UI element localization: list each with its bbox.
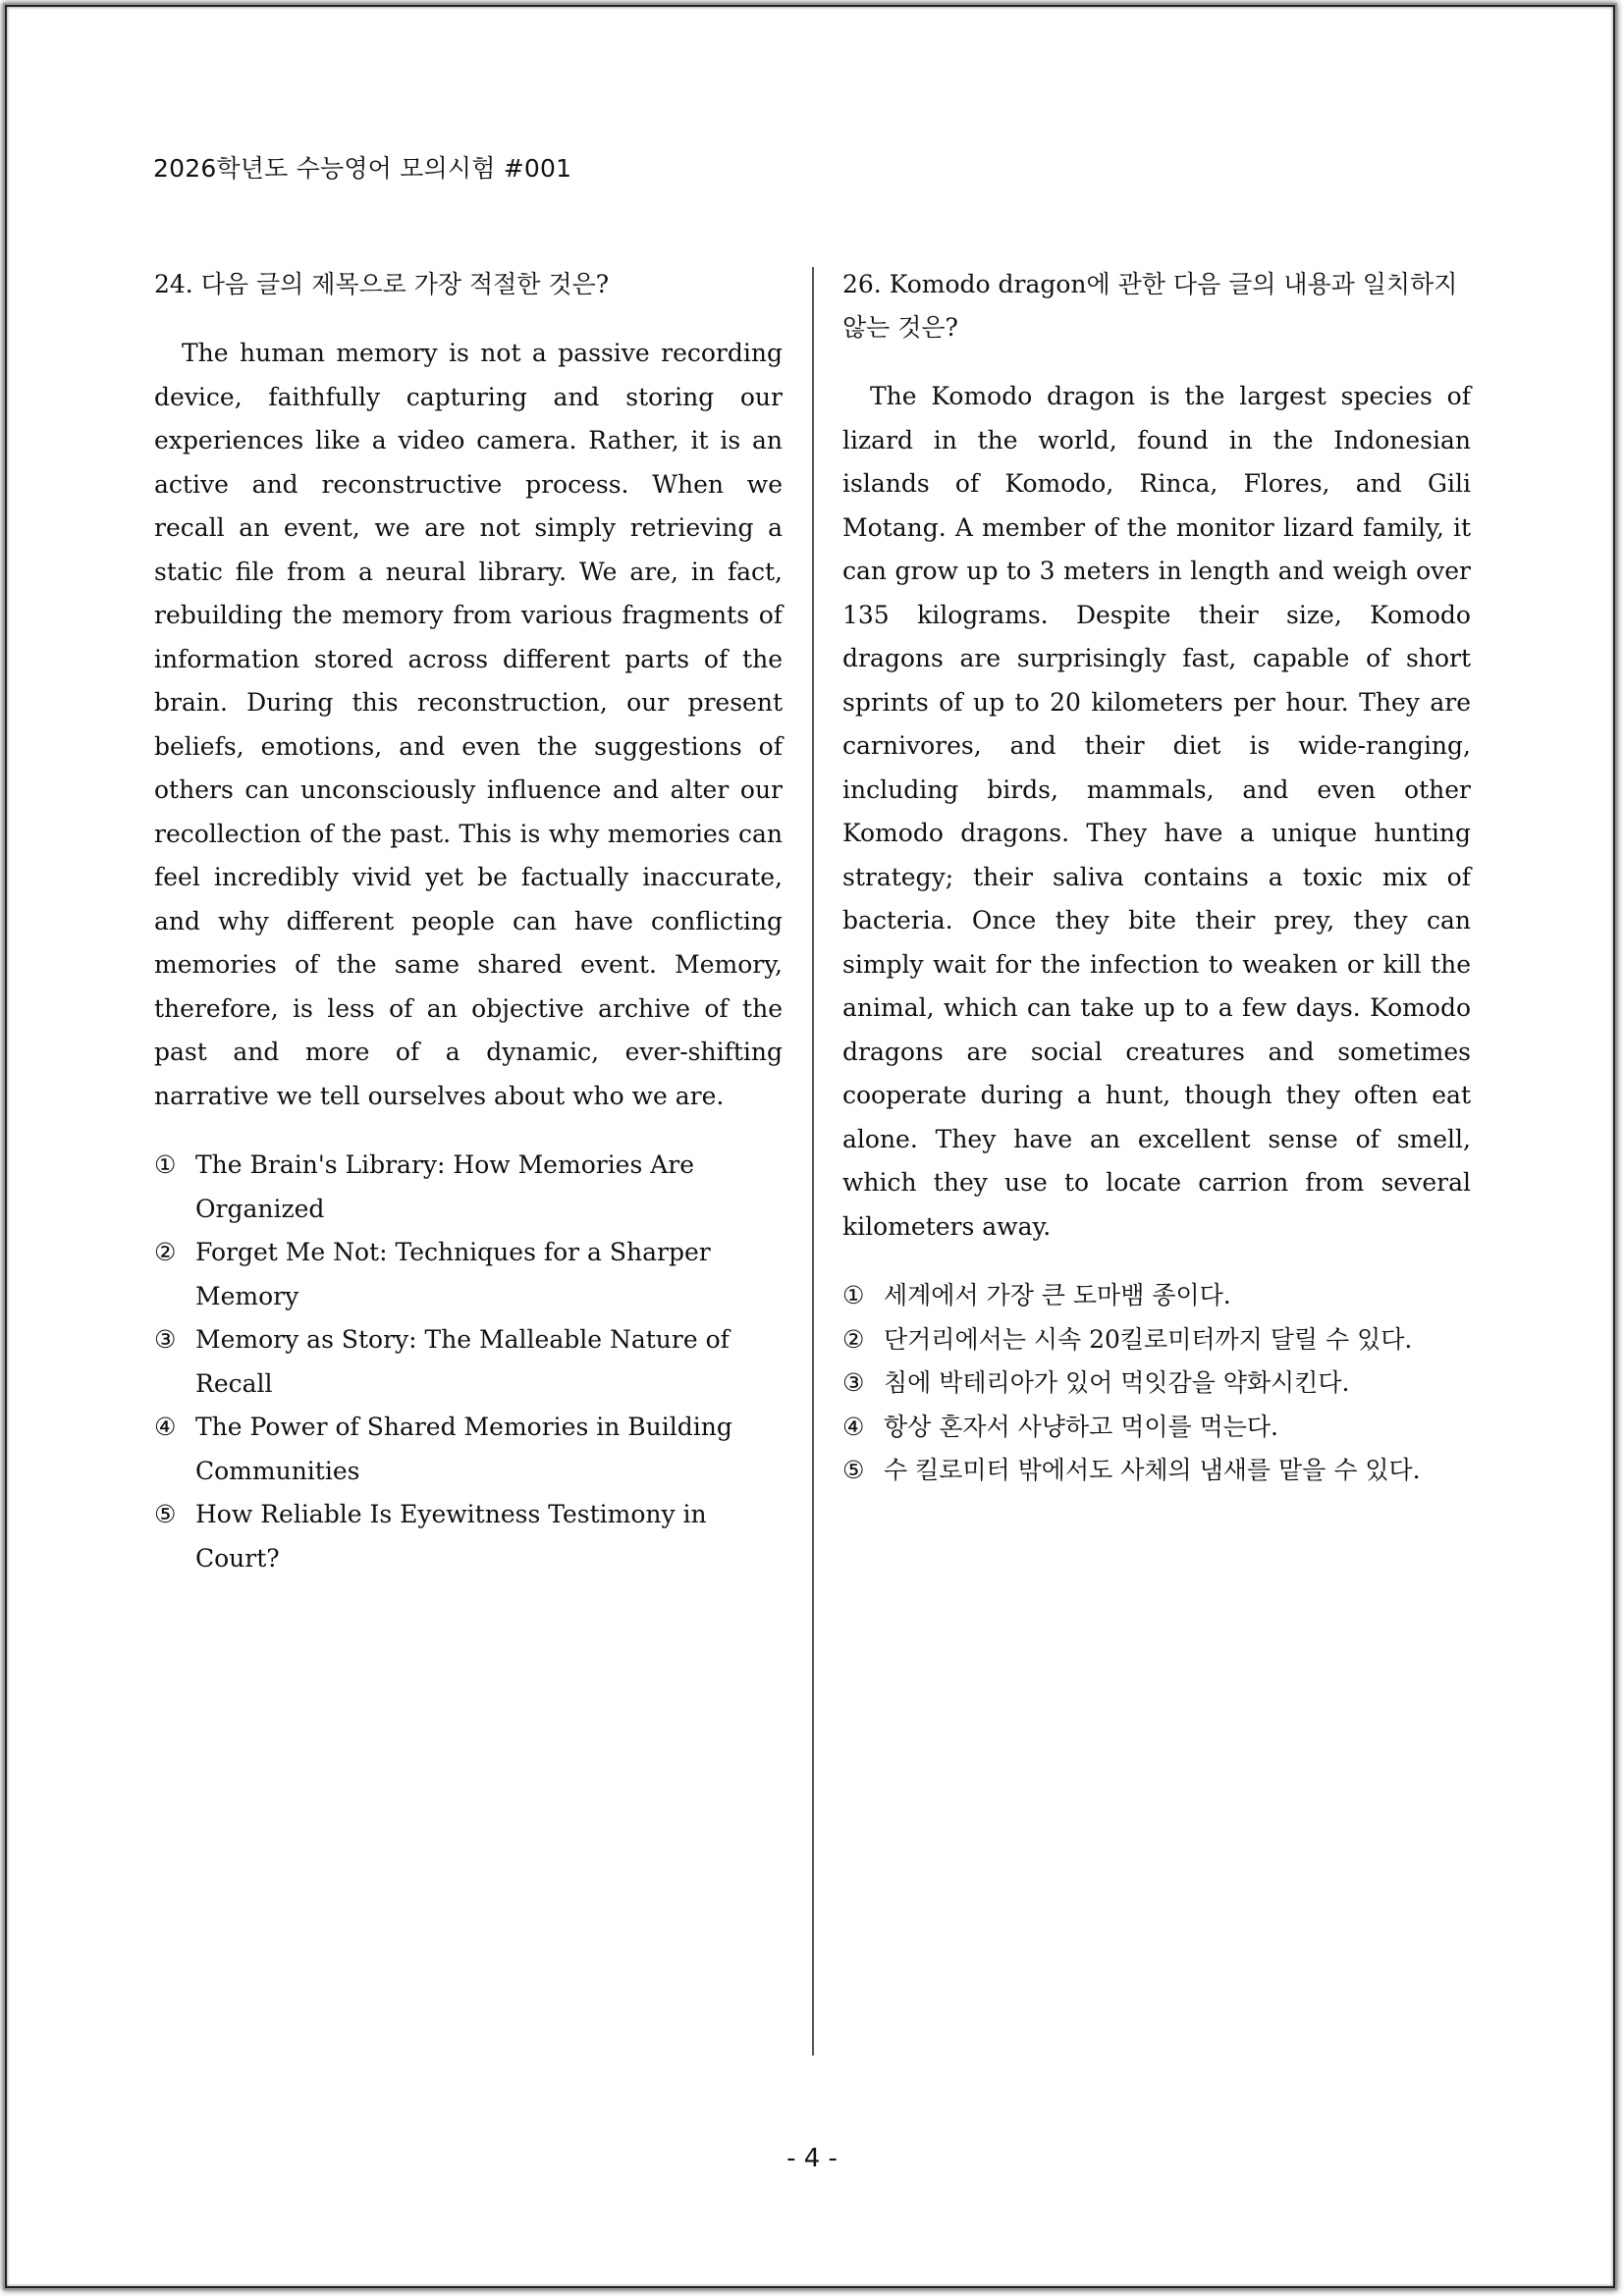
choice-number: ①	[842, 1281, 865, 1309]
choice-item[interactable]	[842, 1274, 1471, 1318]
choice-text: Memory as Story: The Malleable Nature of Recall	[195, 1325, 730, 1398]
choice-text: 단거리에서는 시속 20킬로미터까지 달릴 수 있다.	[884, 1324, 1413, 1354]
choice-number: ③	[842, 1368, 865, 1397]
choice-text: 세계에서 가장 큰 도마뱀 종이다.	[884, 1281, 1231, 1309]
choice-item[interactable]	[154, 1406, 783, 1493]
choice-number: ③	[154, 1325, 177, 1354]
choice-text: 수 킬로미터 밖에서도 사체의 냄새를 맡을 수 있다.	[884, 1456, 1421, 1484]
choice-text: 항상 혼자서 사냥하고 먹이를 먹는다.	[884, 1412, 1278, 1441]
choice-text: The Brain's Library: How Memories Are Organized	[195, 1150, 695, 1223]
choice-item[interactable]	[154, 1231, 783, 1318]
exam-header: 2026학년도 수능영어 모의시험 #001	[153, 154, 572, 183]
choice-number: ①	[154, 1150, 177, 1179]
question-26-title: 26. Komodo dragon에 관한 다음 글의 내용과 일치하지 않는 것은?	[842, 270, 1458, 342]
page-number: - 4 -	[786, 2144, 838, 2173]
choice-number: ⑤	[842, 1456, 865, 1484]
question-24-choices	[154, 1144, 783, 1580]
choice-item[interactable]	[842, 1449, 1471, 1493]
choice-item[interactable]	[842, 1318, 1471, 1362]
choice-text: 침에 박테리아가 있어 먹잇감을 약화시킨다.	[884, 1368, 1350, 1397]
question-24-passage: The human memory is not a passive recording device, faithfully capturing and storing our experiences like a video camera. Rather, it is an active and reconstructive process. When we recall an event, we are not simply retrieving a static file from a neural library. We are, in fact, rebuilding the memory from various fragments of information stored across different parts of the brain. During this reconstruction, our present beliefs, emotions, and even the suggestions of others can unconsciously influence and alter our recollection of the past. This is why memories can feel incredibly vivid yet be factually inaccurate, and why different people can have conflicting memories of the same shared event. Memory, therefore, is less of an objective archive of the past and more of a dynamic, ever-shifting narrative we tell ourselves about who we are.	[154, 339, 783, 1110]
question-26-choices	[842, 1274, 1471, 1493]
choice-number: ④	[842, 1412, 865, 1441]
choice-item[interactable]	[842, 1406, 1471, 1450]
choice-number: ④	[154, 1413, 177, 1441]
choice-item[interactable]	[154, 1144, 783, 1231]
choice-number: ②	[842, 1324, 865, 1354]
choice-number: ⑤	[154, 1500, 177, 1528]
choice-number: ②	[154, 1238, 177, 1266]
choice-item[interactable]	[154, 1318, 783, 1406]
choice-text: The Power of Shared Memories in Building Communities	[195, 1413, 732, 1485]
choice-text: How Reliable Is Eyewitness Testimony in Court?	[195, 1500, 707, 1573]
choice-text: Forget Me Not: Techniques for a Sharper Memory	[195, 1238, 711, 1310]
right-column	[842, 263, 1471, 1493]
choice-item[interactable]	[154, 1493, 783, 1580]
choice-item[interactable]	[842, 1362, 1471, 1406]
question-24-title: 24. 다음 글의 제목으로 가장 적절한 것은?	[154, 270, 610, 298]
column-divider	[812, 267, 814, 2056]
question-26-passage: The Komodo dragon is the largest species of lizard in the world, found in the Indonesian islands of Komodo, Rinca, Flores, and Gili Motang. A member of the monitor lizard family, it can grow up to 3 meters in length and weigh over 135 kilograms. Despite their size, Komodo dragons are surprisingly fast, capable of short sprints of up to 20 kilometers per hour. They are carnivores, and their diet is wide-ranging, including birds, mammals, and even other Komodo dragons. They have a unique hunting strategy; their saliva contains a toxic mix of bacteria. Once they bite their prey, they can simply wait for the infection to weaken or kill the animal, which can take up to a few days. Komodo dragons are social creatures and sometimes cooperate during a hunt, though they often eat alone. They have an excellent sense of smell, which they use to locate carrion from several kilometers away.	[842, 382, 1471, 1241]
left-column	[154, 263, 783, 1580]
